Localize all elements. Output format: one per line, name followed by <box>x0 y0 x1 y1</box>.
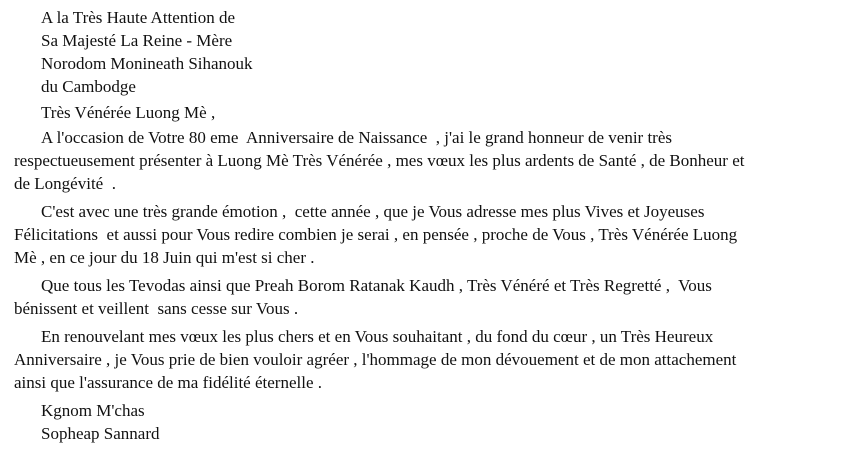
letter <box>14 6 844 445</box>
paragraph-closing <box>14 325 844 394</box>
paragraph-line: ainsi que l'assurance de ma fidélité éternelle . <box>14 373 322 392</box>
paragraph-line: Que tous les Tevodas ainsi que Preah Borom Ratanak Kaudh , Très Vénéré et Très Regretté , Vous <box>41 276 712 295</box>
paragraph-line: Félicitations et aussi pour Vous redire combien je serai , en pensée , proche de Vous , Très Vénérée Luong <box>14 225 738 244</box>
paragraph-line: Mè , en ce jour du 18 Juin qui m'est si cher . <box>14 248 315 267</box>
paragraph-line: C'est avec une très grande émotion , cette année , que je Vous adresse mes plus Vives et Joyeuses <box>41 202 705 221</box>
paragraph-line: En renouvelant mes vœux les plus chers et en Vous souhaitant , du fond du cœur , un Très Heureux <box>41 327 714 346</box>
address-line: Norodom Monineath Sihanouk <box>41 54 253 73</box>
address-line: A la Très Haute Attention de <box>41 8 236 27</box>
address-block <box>14 6 844 98</box>
paragraph-line: Anniversaire , je Vous prie de bien vouloir agréer , l'hommage de mon dévouement et de mon attachement <box>14 350 737 369</box>
signature-block <box>14 399 844 445</box>
signature-line: Kgnom M'chas <box>41 401 145 420</box>
paragraph-line: respectueusement présenter à Luong Mè Très Vénérée , mes vœux les plus ardents de Santé , de Bonheur et <box>14 151 745 170</box>
paragraph-line: bénissent et veillent sans cesse sur Vous . <box>14 299 299 318</box>
salutation: Très Vénérée Luong Mè , <box>41 103 216 122</box>
address-line: du Cambodge <box>41 77 136 96</box>
paragraph-birthday-wishes <box>14 126 844 195</box>
paragraph-congratulations <box>14 200 844 269</box>
paragraph-line: A l'occasion de Votre 80 eme Anniversaire de Naissance , j'ai le grand honneur de venir très <box>41 128 672 147</box>
paragraph-blessings <box>14 274 844 320</box>
paragraph-line: de Longévité . <box>14 174 116 193</box>
address-line: Sa Majesté La Reine - Mère <box>41 31 233 50</box>
signature-name: Sopheap Sannard <box>41 424 160 443</box>
